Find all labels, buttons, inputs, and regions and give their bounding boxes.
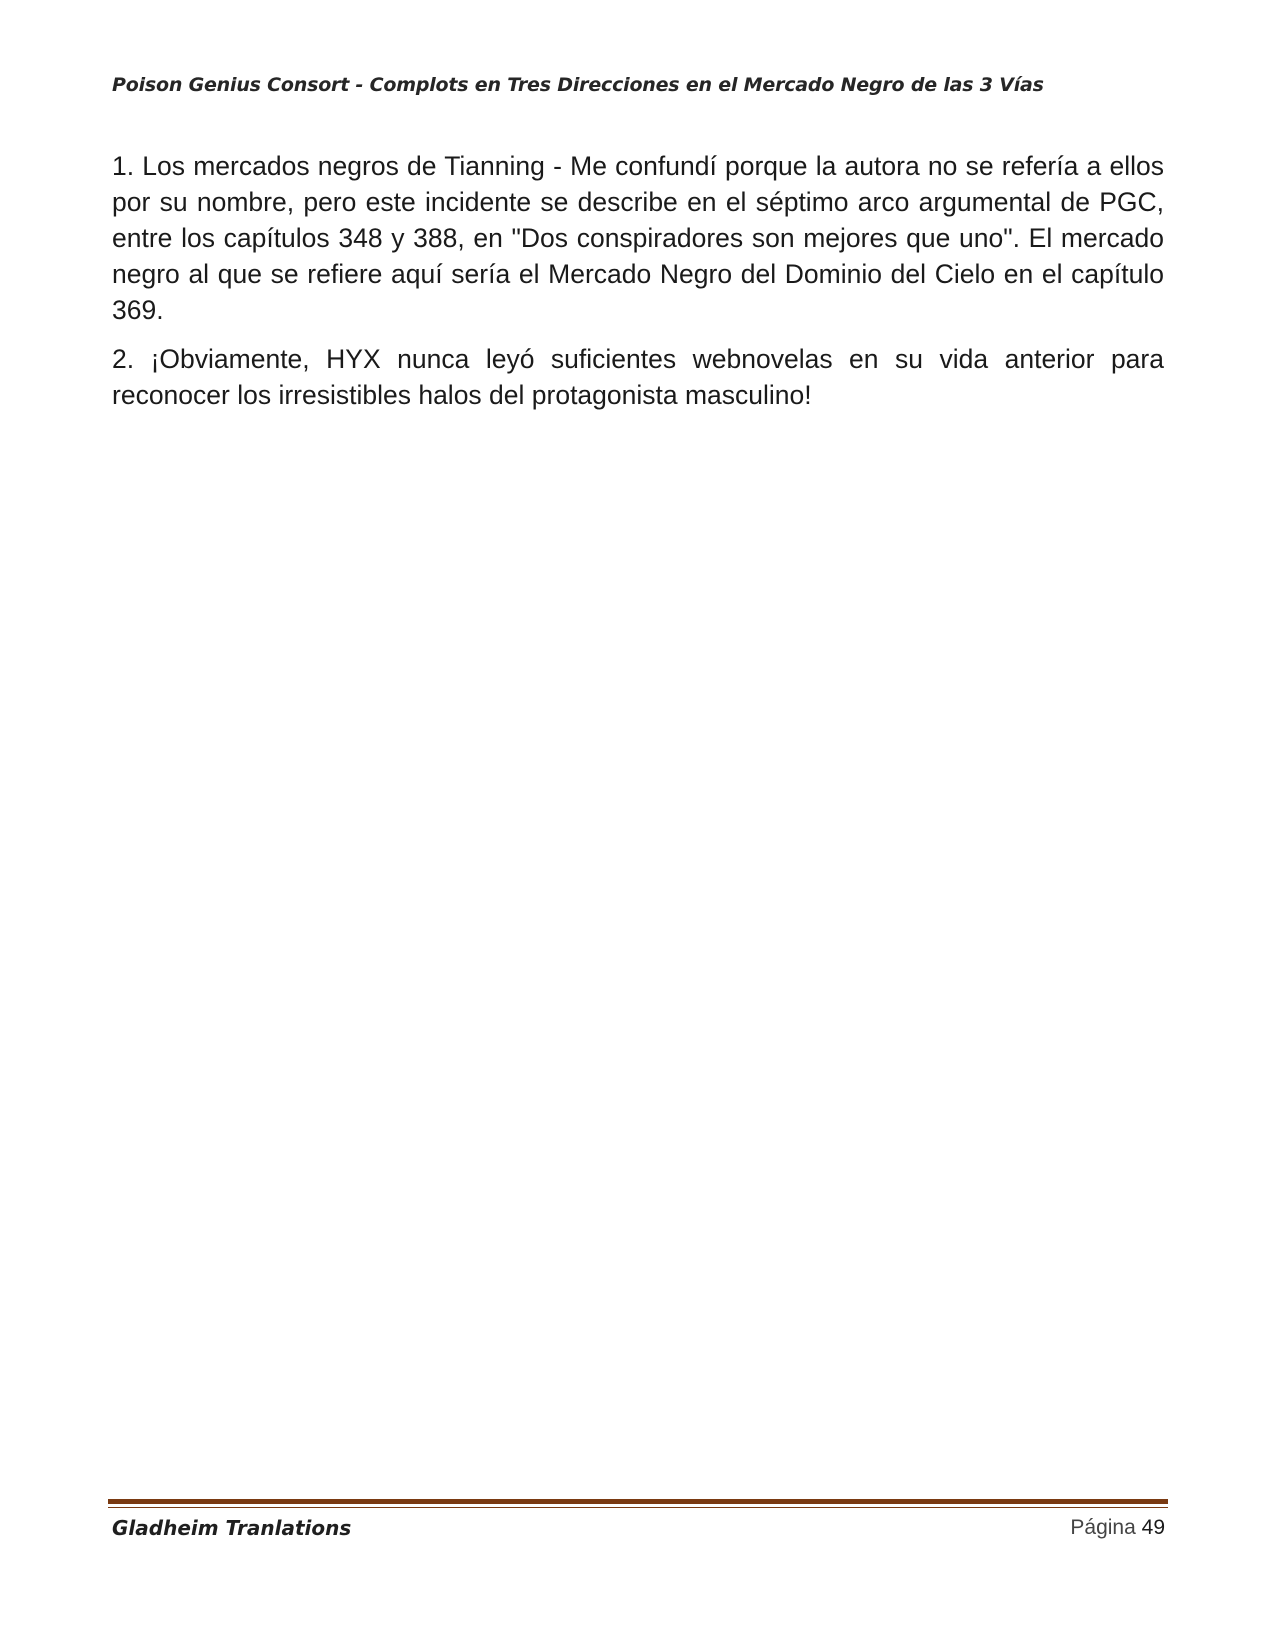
footer-rule [108, 1499, 1168, 1504]
footnote-2: 2. ¡Obviamente, HYX nunca leyó suficientes webnovelas en su vida anterior para reconocer los irresistibles halos del protagonista masculino! [112, 344, 1164, 410]
page-body [112, 148, 1164, 426]
page-label: Página [1070, 1516, 1136, 1539]
page-number: 49 [1141, 1516, 1165, 1539]
footnote-1: 1. Los mercados negros de Tianning - Me confundí porque la autora no se refería a ellos por su nombre, pero este incidente se describe en el séptimo arco argumental de PGC, entre los capítulos 348 y 388, en "Dos conspiradores son mejores que uno". El mercado negro al que se refiere aquí sería el Mercado Negro del Dominio del Cielo en el capítulo 369. [112, 151, 1164, 325]
page-indicator [1070, 1516, 1165, 1540]
page-header: Poison Genius Consort - Complots en Tres Direcciones en el Mercado Negro de las 3 Vías [112, 74, 1044, 96]
footer-rule-thin [108, 1507, 1168, 1508]
footer-publisher: Gladheim Tranlations [112, 1516, 352, 1540]
